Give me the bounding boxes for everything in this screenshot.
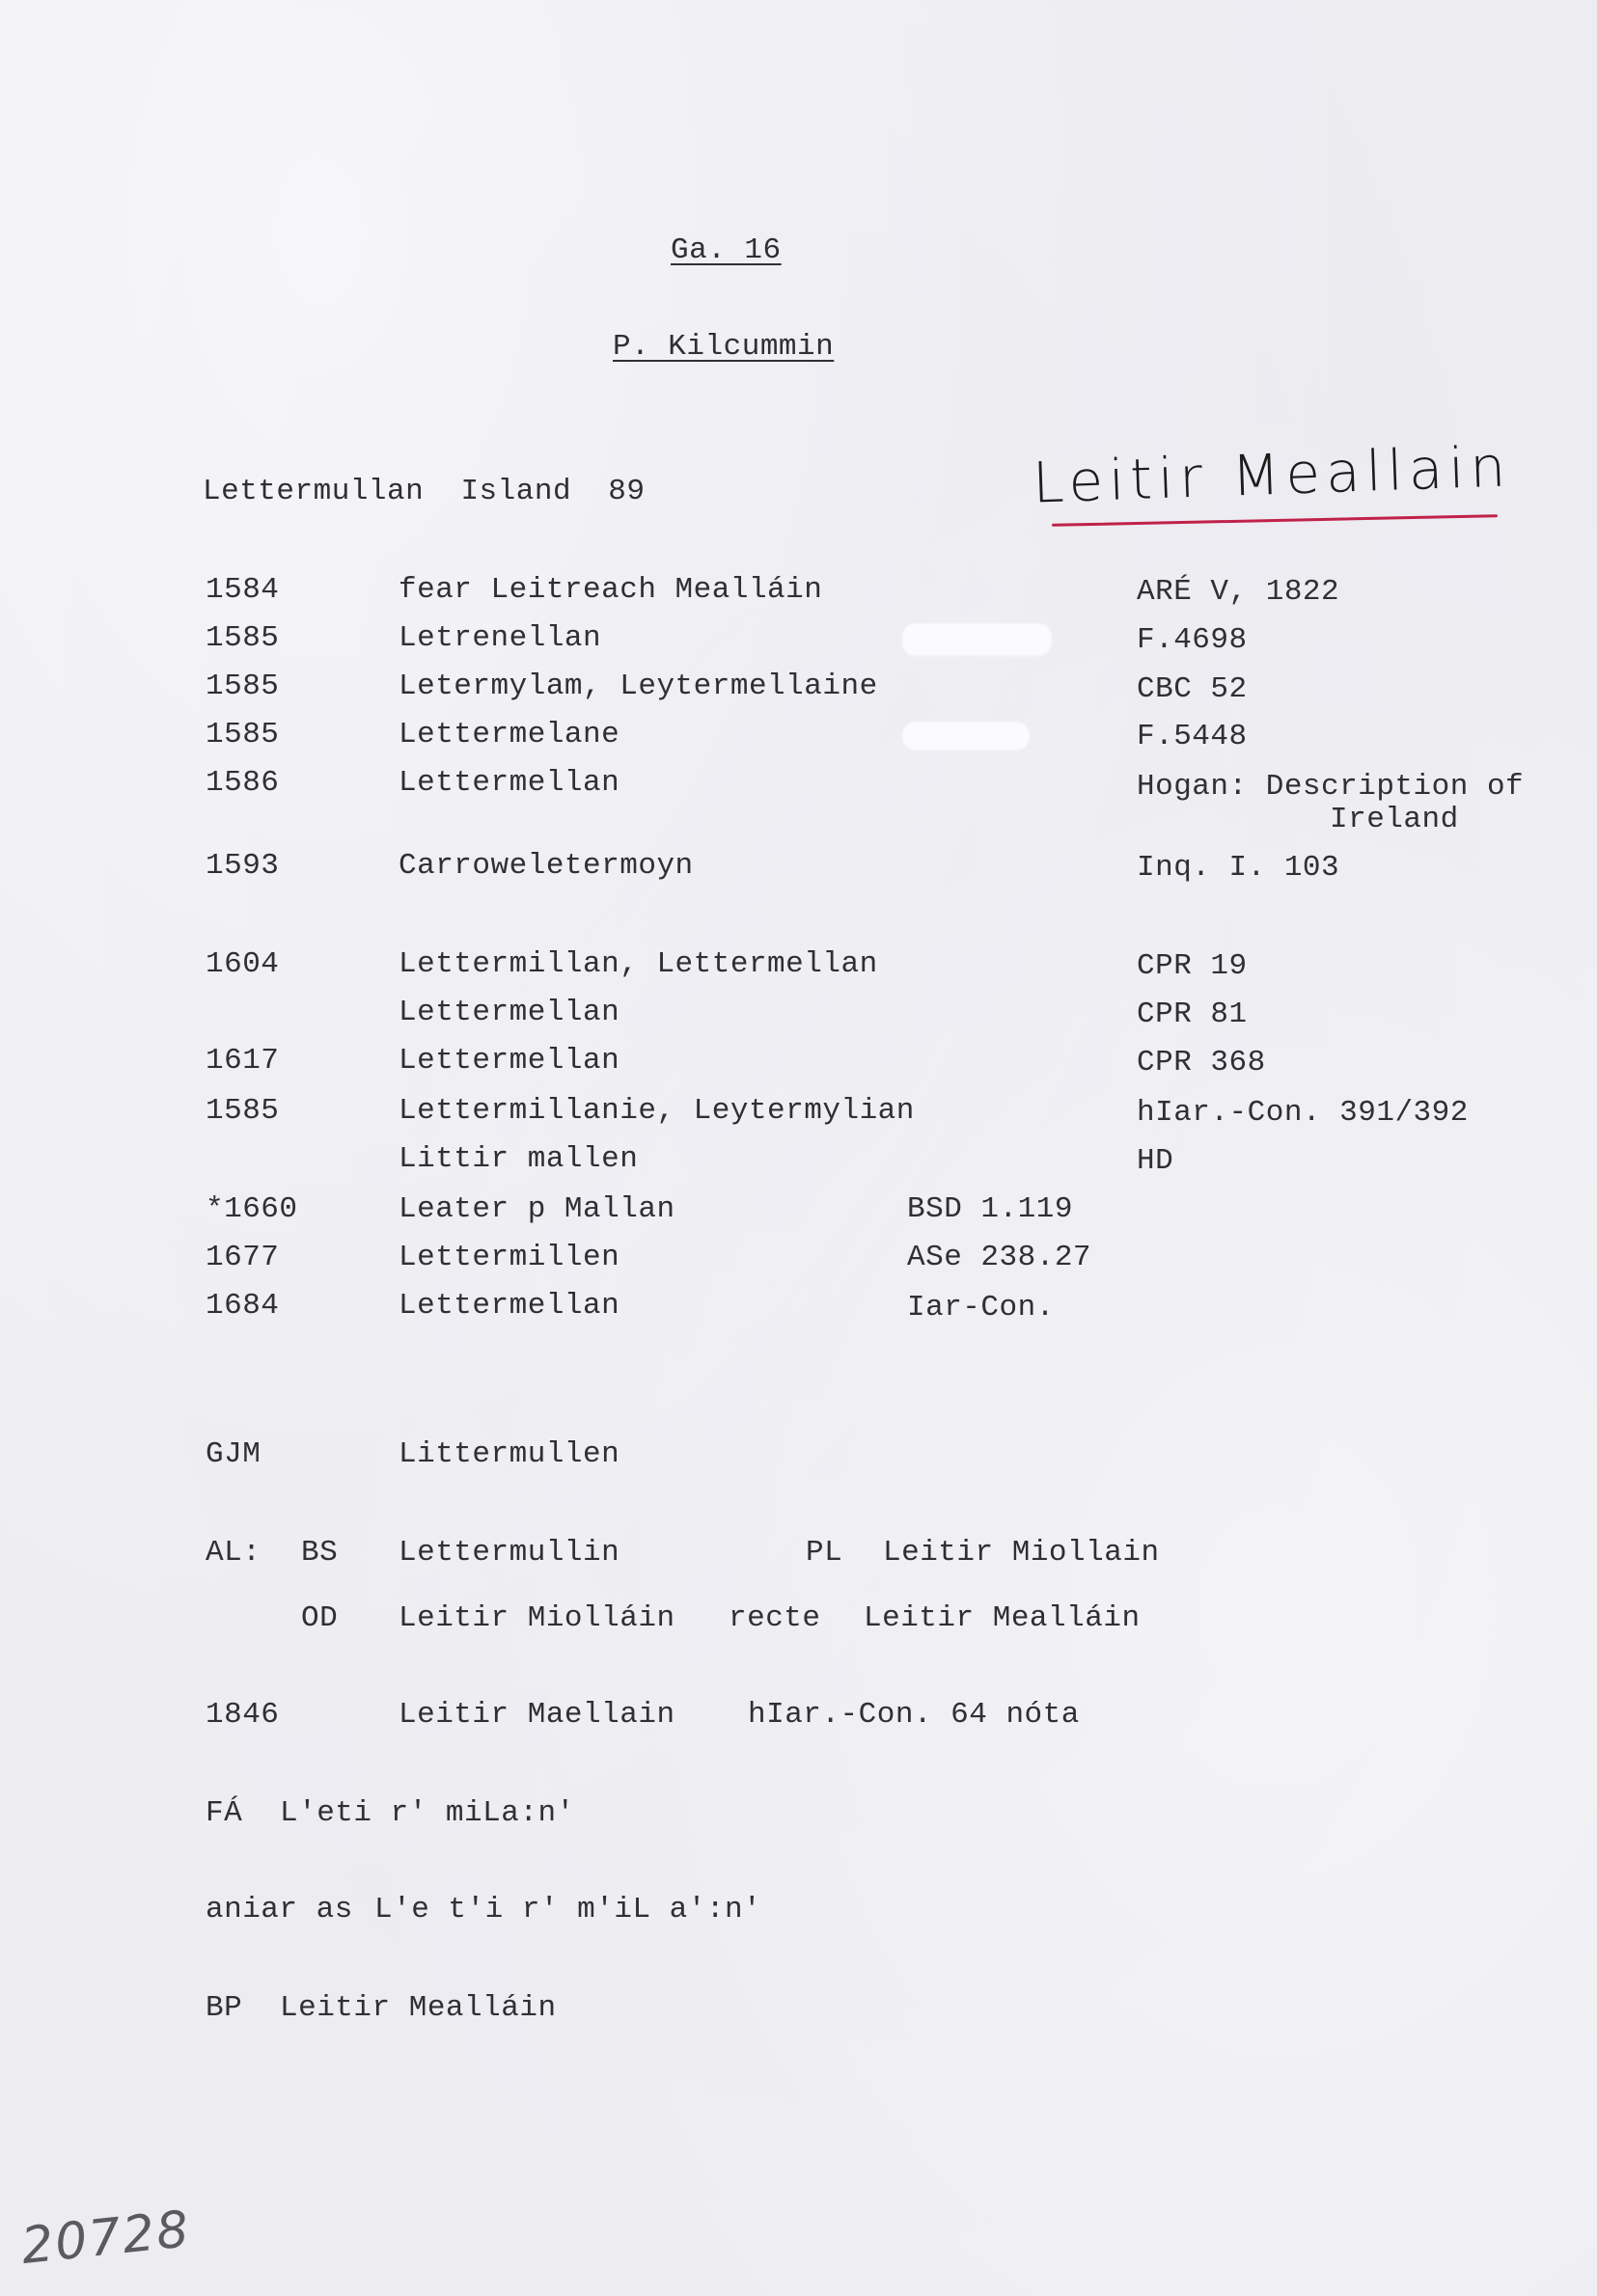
red-underline [1052, 514, 1498, 527]
od-label: OD [301, 1601, 339, 1635]
bp-form: Leitir Mealláin [280, 1991, 557, 2025]
od-form: Leitir Miolláin [399, 1601, 675, 1635]
row-form: Lettermillan, Lettermellan [399, 947, 878, 981]
handwritten-irish-name: Leitir Meallain [1031, 433, 1513, 516]
row-source: CBC 52 [1137, 672, 1248, 706]
recte-form: Leitir Mealláin [864, 1601, 1141, 1635]
pencil-archive-number: 20728 [18, 2200, 194, 2277]
gjm-form: Littermullen [399, 1437, 620, 1471]
row-form: Leater p Mallan [399, 1192, 675, 1226]
row-form: Lettermelane [399, 718, 620, 752]
row-form: Littir mallen [399, 1142, 639, 1176]
pl-label: PL [806, 1536, 843, 1570]
bs-form: Lettermullin [399, 1536, 620, 1570]
fa-label: FÁ [206, 1796, 243, 1830]
row-form: Lettermellan [399, 766, 620, 800]
row-form: Lettermillen [399, 1241, 620, 1274]
row-source: ASe 238.27 [907, 1241, 1092, 1274]
row-source: HD [1137, 1144, 1174, 1178]
correction-fluid-mark [902, 623, 1052, 656]
row-year: 1593 [206, 849, 280, 883]
row-year: 1585 [206, 718, 280, 752]
row-source: CPR 368 [1137, 1046, 1266, 1080]
row-form: Lettermellan [399, 1289, 620, 1323]
row-source: Inq. I. 103 [1137, 851, 1340, 885]
aniar-phonetic: L′e t′i r′ m′iL a′:n′ [374, 1893, 762, 1927]
note-1846-form: Leitir Maellain [399, 1698, 675, 1732]
row-form: Lettermillanie, Leytermylian [399, 1094, 915, 1128]
place-name-line: Lettermullan Island 89 [203, 475, 646, 508]
row-source: F.5448 [1137, 720, 1248, 753]
row-source: Iar-Con. [907, 1291, 1055, 1325]
row-year: 1585 [206, 670, 280, 703]
row-year: *1660 [206, 1192, 298, 1226]
note-1846-source: hIar.-Con. 64 nóta [748, 1698, 1080, 1732]
row-year: 1684 [206, 1289, 280, 1323]
row-form: Carroweletermoyn [399, 849, 694, 883]
correction-fluid-mark [902, 722, 1030, 751]
pl-form: Leitir Miollain [883, 1536, 1160, 1570]
row-form: Lettermellan [399, 1044, 620, 1078]
row-source: Hogan: Description of [1137, 770, 1525, 804]
row-source: F.4698 [1137, 623, 1248, 657]
row-year: 1585 [206, 1094, 280, 1128]
aniar-label: aniar as [206, 1893, 353, 1927]
document-code: Ga. 16 [671, 233, 782, 267]
fa-phonetic: L′eti r′ miLa:n′ [280, 1796, 575, 1830]
bs-label: BS [301, 1536, 339, 1570]
row-form: Letermylam, Leytermellaine [399, 670, 878, 703]
al-label: AL: [206, 1536, 262, 1570]
parish-title: P. Kilcummin [613, 330, 835, 364]
gjm-label: GJM [206, 1437, 262, 1471]
row-source: ARÉ V, 1822 [1137, 575, 1340, 609]
row-year: 1677 [206, 1241, 280, 1274]
row-source: hIar.-Con. 391/392 [1137, 1096, 1469, 1130]
row-source: CPR 81 [1137, 998, 1248, 1031]
row-source: CPR 19 [1137, 949, 1248, 983]
row-year: 1617 [206, 1044, 280, 1078]
recte-word: recte [729, 1601, 821, 1635]
bp-label: BP [206, 1991, 243, 2025]
note-1846-year: 1846 [206, 1698, 280, 1732]
row-form: fear Leitreach Mealláin [399, 573, 823, 607]
row-year: 1586 [206, 766, 280, 800]
row-year: 1584 [206, 573, 280, 607]
row-form: Lettermellan [399, 996, 620, 1029]
row-year: 1604 [206, 947, 280, 981]
row-year: 1585 [206, 621, 280, 655]
row-form: Letrenellan [399, 621, 602, 655]
row-source-continued: Ireland [1330, 803, 1459, 836]
row-source: BSD 1.119 [907, 1192, 1073, 1226]
